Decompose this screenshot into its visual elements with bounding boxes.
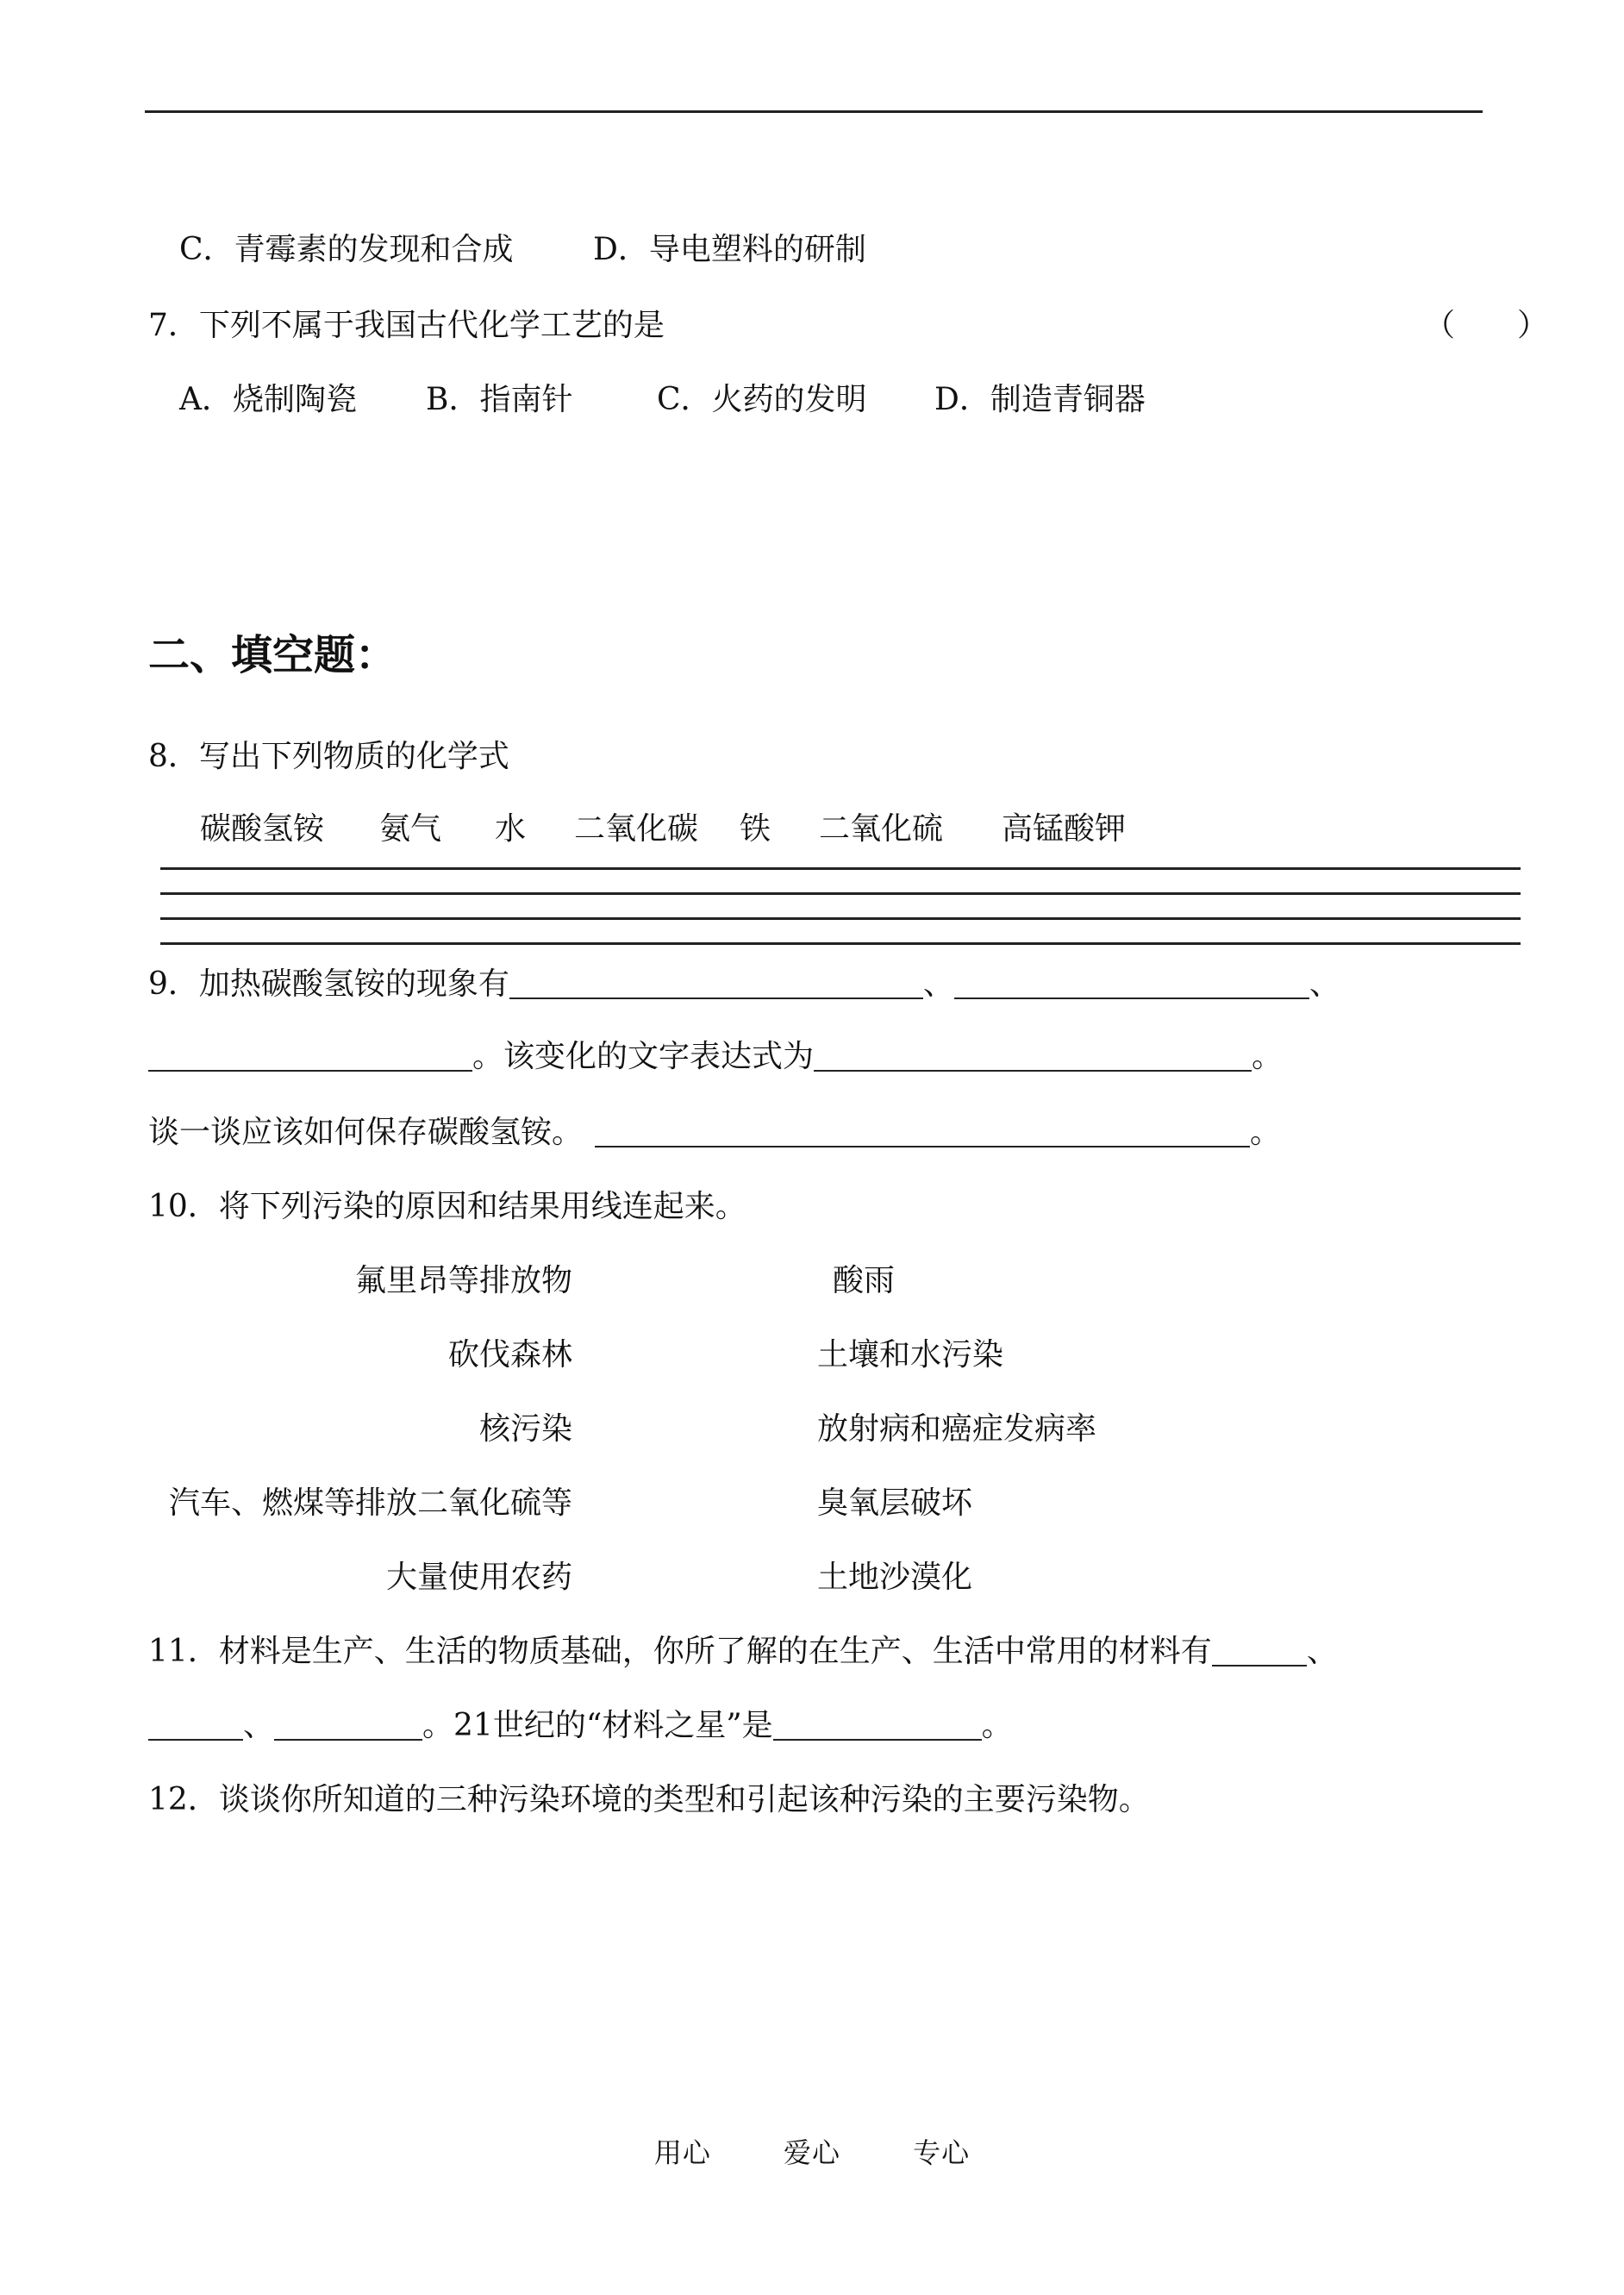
fill-blank[interactable] [148, 1708, 243, 1741]
q10-cause: 核污染 [478, 1411, 572, 1447]
q8-item: 氨气 [379, 811, 442, 847]
answer-line [160, 942, 1521, 945]
fill-blank[interactable] [814, 1039, 1252, 1072]
answer-line [160, 892, 1521, 895]
q8-stem: 8．写出下列物质的化学式 [148, 739, 509, 774]
q10-cause: 汽车、燃煤等排放二氧化硫等 [168, 1485, 572, 1521]
page-footer: 用心 爱心 专心 [653, 2136, 971, 2169]
q9-mid: 。该变化的文字表达式为 [472, 1039, 815, 1074]
q10-effect: 放射病和癌症发病率 [817, 1411, 1097, 1447]
q9-end: 。 [1250, 1115, 1282, 1150]
q11-end: 。 [981, 1708, 1013, 1743]
q10-effect: 土地沙漠化 [817, 1560, 973, 1595]
q9-line-3 [148, 1114, 1281, 1152]
q7-option-a: A．烧制陶瓷 [179, 382, 357, 417]
answer-line [160, 917, 1521, 920]
q10-effect: 酸雨 [833, 1263, 896, 1298]
q11-separator: 、 [243, 1708, 275, 1743]
fill-blank[interactable] [509, 966, 923, 999]
q11-stem: 11．材料是生产、生活的物质基础，你所了解的在生产、生活中常用的材料有 [148, 1634, 1212, 1669]
q7-answer-paren: （ ） [1424, 308, 1549, 343]
q6-option-c: C．青霉素的发现和合成 [179, 232, 514, 267]
q9-line-1 [148, 966, 1340, 1004]
q7-stem: 7．下列不属于我国古代化学工艺的是 [148, 308, 665, 343]
answer-line [160, 867, 1521, 870]
q10-cause: 大量使用农药 [385, 1560, 572, 1595]
q11-mid: 。21世纪的“材料之星”是 [422, 1708, 773, 1743]
q9-end: 。 [1252, 1039, 1284, 1074]
q8-item: 高锰酸钾 [1002, 811, 1127, 847]
q8-item: 二氧化硫 [819, 811, 944, 847]
q10-cause: 砍伐森林 [447, 1337, 572, 1373]
q10-effect: 臭氧层破坏 [817, 1485, 973, 1521]
fill-blank[interactable] [148, 1039, 472, 1072]
q9-line-2 [148, 1038, 1283, 1076]
fill-blank[interactable] [1212, 1634, 1307, 1667]
q8-item: 铁 [740, 811, 771, 847]
q9-stem: 9．加热碳酸氢铵的现象有 [148, 966, 509, 1002]
fill-blank[interactable] [595, 1115, 1250, 1148]
q11-line-1 [148, 1633, 1338, 1671]
q9-storage-question: 谈一谈应该如何保存碳酸氢铵。 [148, 1115, 584, 1150]
q7-option-c: C．火药的发明 [657, 382, 867, 417]
header-rule [145, 110, 1483, 113]
q7-option-d: D．制造青铜器 [934, 382, 1146, 417]
q8-item: 二氧化碳 [574, 811, 699, 847]
q9-separator: 、 [1309, 966, 1340, 1002]
q8-item: 碳酸氢铵 [200, 811, 325, 847]
q7-option-b: B．指南针 [426, 382, 573, 417]
q10-cause: 氟里昂等排放物 [354, 1263, 572, 1298]
q10-stem: 10．将下列污染的原因和结果用线连起来。 [148, 1189, 746, 1224]
q11-line-2 [148, 1707, 1013, 1745]
fill-blank[interactable] [954, 966, 1309, 999]
q11-separator: 、 [1306, 1634, 1338, 1669]
fill-blank[interactable] [274, 1708, 422, 1741]
q10-effect: 土壤和水污染 [817, 1337, 1004, 1373]
q12-stem: 12．谈谈你所知道的三种污染环境的类型和引起该种污染的主要污染物。 [148, 1782, 1150, 1817]
q6-option-d: D．导电塑料的研制 [593, 232, 866, 267]
section-title: 二、填空题： [148, 631, 397, 679]
fill-blank[interactable] [773, 1708, 982, 1741]
q8-item: 水 [495, 811, 527, 847]
q9-separator: 、 [922, 966, 954, 1002]
